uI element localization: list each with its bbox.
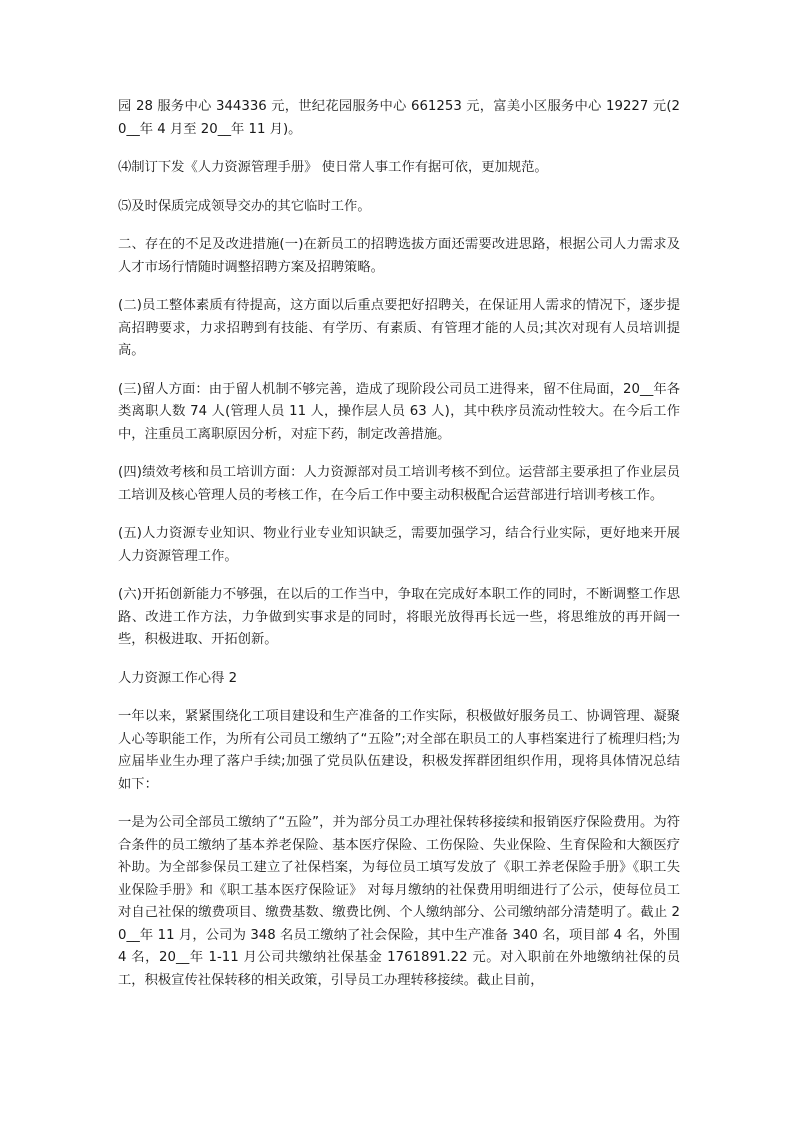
paragraph-service-center-fees: 园 28 服务中心 344336 元，世纪花园服务中心 661253 元，富美小区服务中心 19227 元(20__年 4 月至 20__年 11 月)。 — [118, 99, 680, 137]
section-title: 人力资源工作心得 2 — [118, 670, 238, 686]
paragraph-staff-quality: (二)员工整体素质有待提高，这方面以后重点要把好招聘关，在保证用人需求的情况下，逐步提高招聘要求，力求招聘到有技能、有学历、有素质、有管理才能的人员;其次对现有人员培训提高。 — [118, 298, 680, 358]
paragraph-retention: (三)留人方面：由于留人机制不够完善，造成了现阶段公司员工进得来，留不住局面，20__年各类离职人数 74 人(管理人员 11 人，操作层人员 63 人)，其中秩序员流动性较大。在今后工作中，注重员工离职原因分析，对症下药，制定改善措施。 — [118, 381, 680, 442]
paragraph-social-insurance: 一是为公司全部员工缴纳了“五险”，并为部分员工办理社保转移接续和报销医疗保险费用。为符合条件的员工缴纳了基本养老保险、基本医疗保险、工伤保险、失业保险、生育保险和大额医疗补助。为全部参保员工建立了社保档案，为每位员工填写发放了《职工养老保险手册》《职工失业保险手册》和《职工基本医疗保险证》 对每月缴纳的社保费用明细进行了公示，使每位员工对自己社保的缴费项目、缴费基数、缴费比例、个人缴纳部分、公司缴纳部分清楚明了。截止 20__年 11 月，公司为 348 名员工缴纳了社会保险，其中生产准备 340 名，项目部 4 名，外围 4 名，20__年 1-11 月公司共缴纳社保基金 1761891.22 元。对入职前在外地缴纳社保的员工，积极宣传社保转移的相关政策，引导员工办理转移接续。截止目前， — [118, 815, 680, 988]
paragraph-hr-manual: ⑷制订下发《人力资源管理手册》 使日常人事工作有据可依，更加规范。 — [118, 160, 548, 175]
paragraph-innovation: (六)开拓创新能力不够强，在以后的工作当中，争取在完成好本职工作的同时，不断调整工作思路、改进工作方法，力争做到实事求是的同时，将眼光放得再长远一些，将思维放的再开阔一些，积极进取、开拓创新。 — [118, 587, 680, 647]
paragraph-shortcomings-recruitment: 二、存在的不足及改进措施(一)在新员工的招聘选拔方面还需要改进思路，根据公司人力需求及人才市场行情随时调整招聘方案及招聘策略。 — [118, 237, 680, 275]
paragraph-temporary-tasks: ⑸及时保质完成领导交办的其它临时工作。 — [118, 198, 371, 214]
document-page — [118, 96, 680, 1008]
paragraph-performance-training: (四)绩效考核和员工培训方面：人力资源部对员工培训考核不到位。运营部主要承担了作业层员工培训及核心管理人员的考核工作，在今后工作中要主动积极配合运营部进行培训考核工作。 — [118, 465, 680, 503]
paragraph-annual-overview: 一年以来，紧紧围绕化工项目建设和生产准备的工作实际，积极做好服务员工、协调管理、凝聚人心等职能工作，为所有公司员工缴纳了“五险”;对全部在职员工的人事档案进行了梳理归档;为应届毕业生办理了落户手续;加强了党员队伍建设，积极发挥群团组织作用，现将具体情况总结如下： — [118, 709, 680, 792]
paragraph-professional-knowledge: (五)人力资源专业知识、物业行业专业知识缺乏，需要加强学习，结合行业实际，更好地来开展人力资源管理工作。 — [118, 526, 680, 564]
